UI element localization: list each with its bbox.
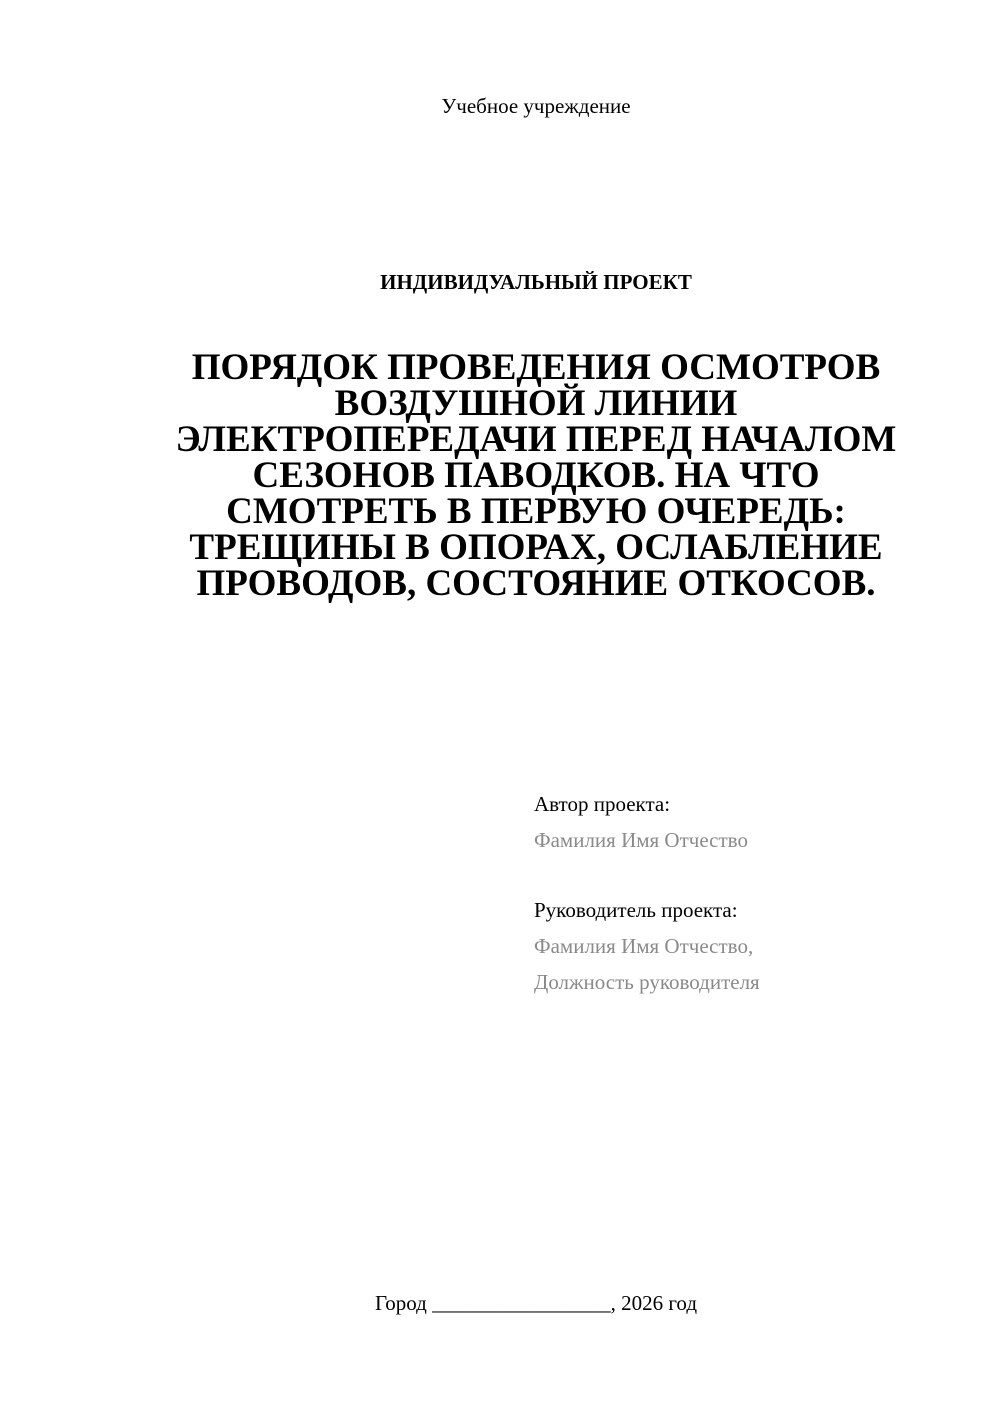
title-line: ТРЕЩИНЫ В ОПОРАХ, ОСЛАБЛЕНИЕ	[189, 527, 883, 568]
institution-name: Учебное учреждение	[441, 94, 631, 118]
project-type-heading: ИНДИВИДУАЛЬНЫЙ ПРОЕКТ	[380, 270, 692, 294]
title-line: СМОТРЕТЬ В ПЕРВУЮ ОЧЕРЕДЬ:	[226, 491, 846, 532]
title-line: ВОЗДУШНОЙ ЛИНИИ	[334, 383, 738, 424]
author-name-placeholder: Фамилия Имя Отчество	[534, 828, 748, 852]
title-line: ЭЛЕКТРОПЕРЕДАЧИ ПЕРЕД НАЧАЛОМ	[175, 419, 897, 460]
author-label: Автор проекта:	[534, 792, 671, 816]
supervisor-position-placeholder: Должность руководителя	[534, 970, 760, 994]
supervisor-block	[534, 892, 974, 1000]
supervisor-label: Руководитель проекта:	[534, 898, 738, 922]
title-line: ПРОВОДОВ, СОСТОЯНИЕ ОТКОСОВ.	[196, 563, 876, 604]
supervisor-name-placeholder: Фамилия Имя Отчество,	[534, 934, 754, 958]
city-year-line: Город _________________, 2026 год	[374, 1291, 698, 1315]
project-title	[130, 347, 942, 604]
author-block	[534, 786, 974, 858]
title-line: ПОРЯДОК ПРОВЕДЕНИЯ ОСМОТРОВ	[191, 347, 881, 388]
title-line: СЕЗОНОВ ПАВОДКОВ. НА ЧТО	[252, 455, 820, 496]
